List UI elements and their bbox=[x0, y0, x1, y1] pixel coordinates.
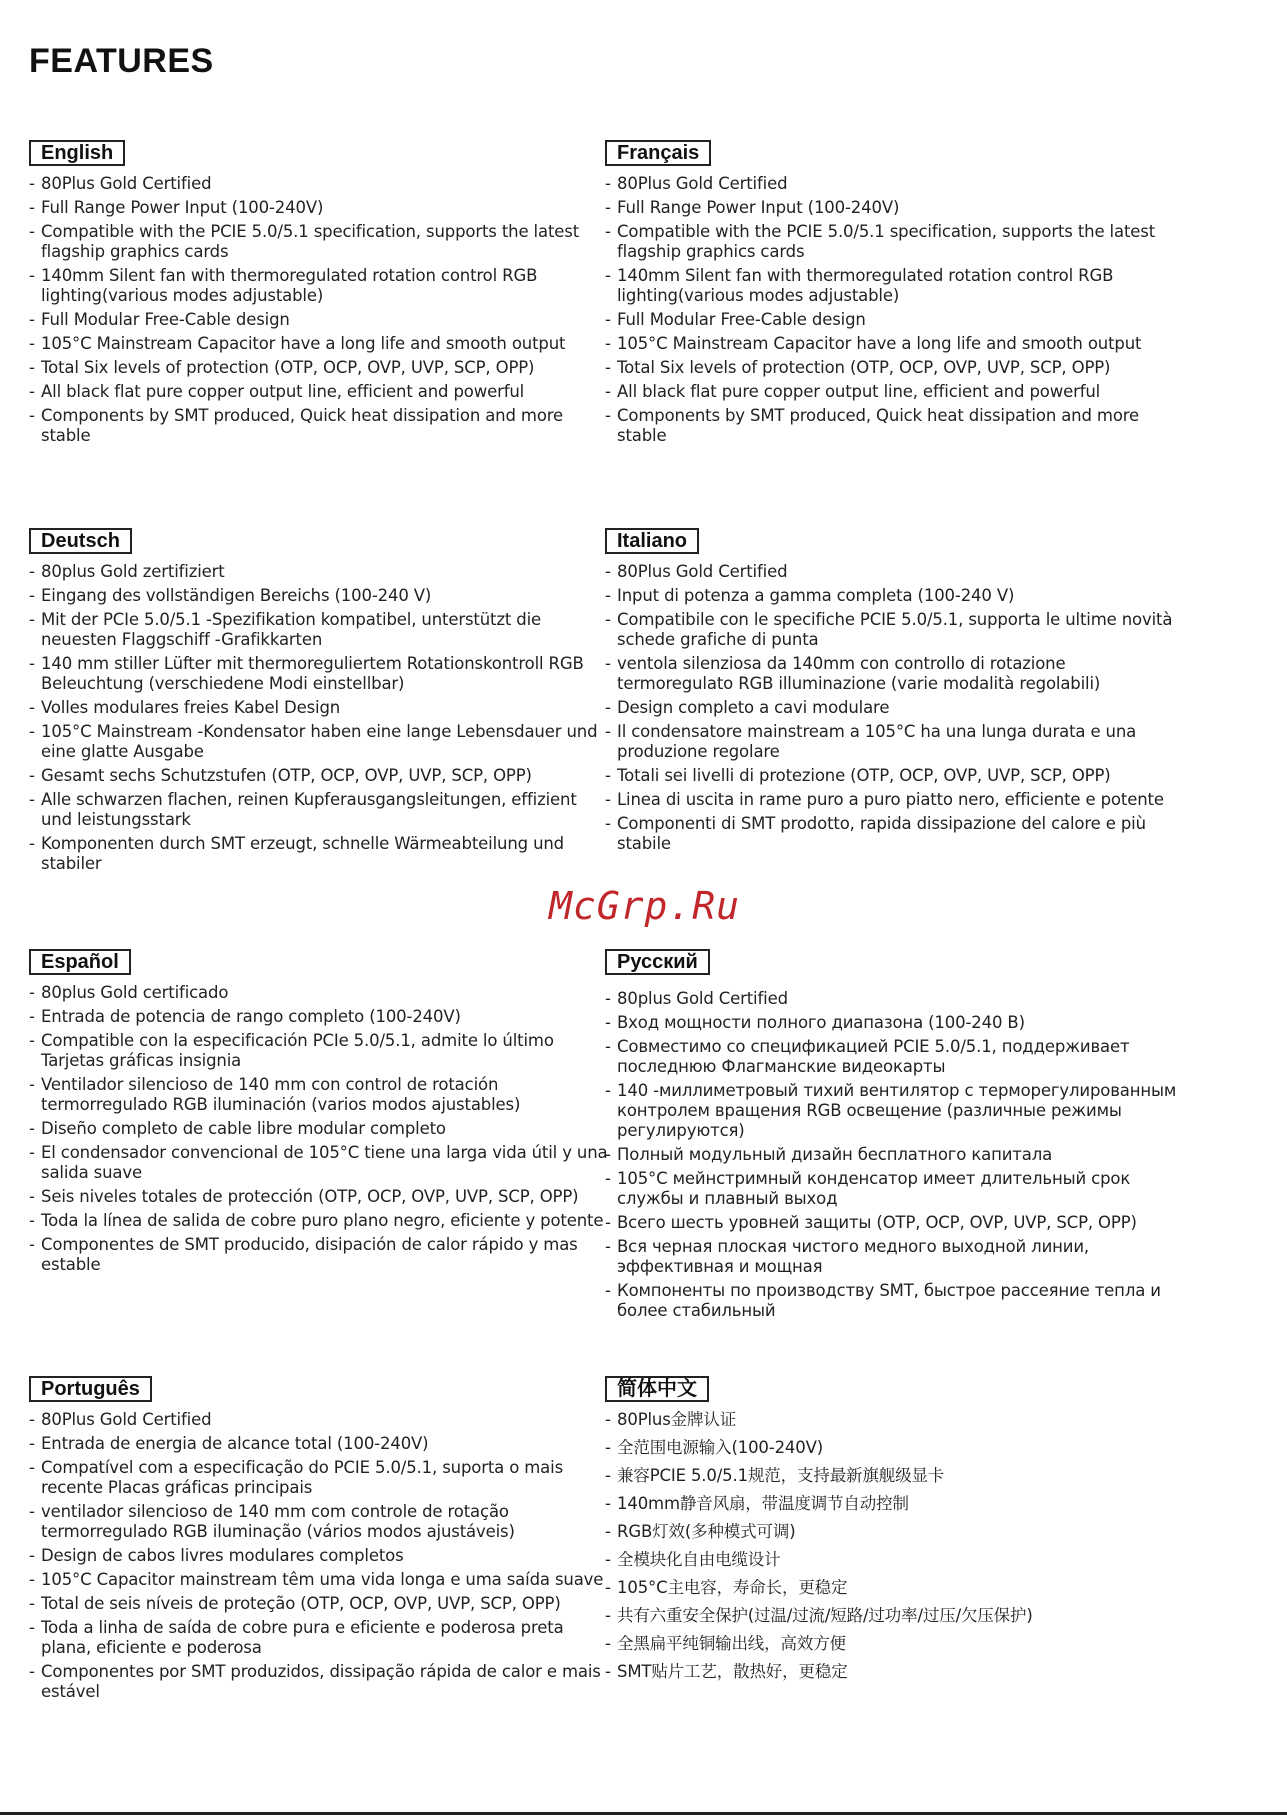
section-deutsch bbox=[29, 528, 609, 878]
section-chinese bbox=[605, 1376, 1185, 1690]
feature-item: - Alle schwarzen flachen, reinen Kupferausgangsleitungen, effizient und leistungsstark bbox=[29, 790, 609, 830]
feature-item: - Komponenten durch SMT erzeugt, schnelle Wärmeabteilung und stabiler bbox=[29, 834, 609, 874]
feature-item: - El condensador convencional de 105°C tiene una larga vida útil y una salida suave bbox=[29, 1143, 609, 1183]
feature-item: - Совместимо со спецификацией PCIE 5.0/5.1, поддерживает последнюю Флагманские видеокарты bbox=[605, 1037, 1185, 1077]
feature-item: - Total Six levels of protection (OTP, OCP, OVP, UVP, SCP, OPP) bbox=[29, 358, 609, 378]
feature-item: - Componentes de SMT producido, disipación de calor rápido y mas estable bbox=[29, 1235, 609, 1275]
language-label: Deutsch bbox=[29, 528, 132, 554]
feature-item: - Entrada de energia de alcance total (100-240V) bbox=[29, 1434, 609, 1454]
feature-item: - Components by SMT produced, Quick heat dissipation and more stable bbox=[605, 406, 1185, 446]
language-label: Русский bbox=[605, 949, 710, 975]
feature-item: - Ventilador silencioso de 140 mm con control de rotación termorregulado RGB iluminación (varios modos ajustables) bbox=[29, 1075, 609, 1115]
feature-item: - Compatible with the PCIE 5.0/5.1 specification, supports the latest flagship graphics cards bbox=[29, 222, 609, 262]
section-francais bbox=[605, 140, 1185, 450]
feature-item: - Diseño completo de cable libre modular completo bbox=[29, 1119, 609, 1139]
feature-item: - 105°C Mainstream Capacitor have a long life and smooth output bbox=[29, 334, 609, 354]
language-label: Français bbox=[605, 140, 711, 166]
feature-item: - Total Six levels of protection (OTP, OCP, OVP, UVP, SCP, OPP) bbox=[605, 358, 1185, 378]
page-title: FEATURES bbox=[29, 42, 214, 80]
feature-item: - Seis niveles totales de protección (OTP, OCP, OVP, UVP, SCP, OPP) bbox=[29, 1187, 609, 1207]
feature-item: - Всего шесть уровней защиты (OTP, OCP, OVP, UVP, SCP, OPP) bbox=[605, 1213, 1185, 1233]
feature-item: - Вся черная плоская чистого медного выходной линии, эффективная и мощная bbox=[605, 1237, 1185, 1277]
feature-item: - Compatible with the PCIE 5.0/5.1 specification, supports the latest flagship graphics cards bbox=[605, 222, 1185, 262]
feature-list bbox=[605, 989, 1185, 1321]
language-label: Italiano bbox=[605, 528, 699, 554]
feature-item: - Entrada de potencia de rango completo (100-240V) bbox=[29, 1007, 609, 1027]
feature-item: - Input di potenza a gamma completa (100-240 V) bbox=[605, 586, 1185, 606]
feature-list bbox=[29, 983, 609, 1275]
feature-item: - 80Plus Gold Certified bbox=[605, 562, 1185, 582]
watermark: McGrp.Ru bbox=[549, 884, 741, 928]
feature-list bbox=[29, 174, 609, 446]
feature-item: - Componentes por SMT produzidos, dissipação rápida de calor e mais estável bbox=[29, 1662, 609, 1702]
feature-item: - 全范围电源输入(100-240V) bbox=[605, 1438, 1185, 1458]
section-portugues bbox=[29, 1376, 609, 1706]
feature-item: - 105°C мейнстримный конденсатор имеет длительный срок службы и плавный выход bbox=[605, 1169, 1185, 1209]
feature-item: - Toda la línea de salida de cobre puro plano negro, eficiente y potente bbox=[29, 1211, 609, 1231]
feature-item: - 105°C Capacitor mainstream têm uma vida longa e uma saída suave bbox=[29, 1570, 609, 1590]
feature-item: - 80Plus Gold Certified bbox=[29, 174, 609, 194]
feature-item: - 全模块化自由电缆设计 bbox=[605, 1550, 1185, 1570]
feature-item: - Totali sei livelli di protezione (OTP, OCP, OVP, UVP, SCP, OPP) bbox=[605, 766, 1185, 786]
feature-item: - 80Plus Gold Certified bbox=[605, 174, 1185, 194]
feature-item: - Full Range Power Input (100-240V) bbox=[29, 198, 609, 218]
feature-item: - 105°C Mainstream Capacitor have a long life and smooth output bbox=[605, 334, 1185, 354]
feature-item: - Full Modular Free-Cable design bbox=[29, 310, 609, 330]
feature-item: - Compatibile con le specifiche PCIE 5.0/5.1, supporta le ultime novità schede grafiche di punta bbox=[605, 610, 1185, 650]
language-label: Español bbox=[29, 949, 131, 975]
feature-list bbox=[605, 174, 1185, 446]
feature-item: - Il condensatore mainstream a 105°C ha una lunga durata e una produzione regolare bbox=[605, 722, 1185, 762]
feature-item: - Linea di uscita in rame puro a puro piatto nero, efficiente e potente bbox=[605, 790, 1185, 810]
feature-item: - Gesamt sechs Schutzstufen (OTP, OCP, OVP, UVP, SCP, OPP) bbox=[29, 766, 609, 786]
feature-item: - 140 -миллиметровый тихий вентилятор с терморегулированным контролем вращения RGB освещение (различные режимы регулируются) bbox=[605, 1081, 1185, 1141]
feature-item: - Design de cabos livres modulares completos bbox=[29, 1546, 609, 1566]
feature-item: - All black flat pure copper output line, efficient and powerful bbox=[605, 382, 1185, 402]
feature-item: - Вход мощности полного диапазона (100-240 В) bbox=[605, 1013, 1185, 1033]
feature-list bbox=[605, 1410, 1185, 1682]
feature-item: - All black flat pure copper output line, efficient and powerful bbox=[29, 382, 609, 402]
feature-item: - 80plus Gold certificado bbox=[29, 983, 609, 1003]
feature-item: - 共有六重安全保护(过温/过流/短路/过功率/过压/欠压保护) bbox=[605, 1606, 1185, 1626]
feature-item: - Total de seis níveis de proteção (OTP, OCP, OVP, UVP, SCP, OPP) bbox=[29, 1594, 609, 1614]
language-label: Português bbox=[29, 1376, 152, 1402]
feature-item: - Full Modular Free-Cable design bbox=[605, 310, 1185, 330]
feature-item: - ventola silenziosa da 140mm con controllo di rotazione termoregulato RGB illuminazione (varie modalità regolabili) bbox=[605, 654, 1185, 694]
feature-item: - Полный модульный дизайн бесплатного капитала bbox=[605, 1145, 1185, 1165]
feature-list bbox=[29, 1410, 609, 1702]
feature-item: - 兼容PCIE 5.0/5.1规范，支持最新旗舰级显卡 bbox=[605, 1466, 1185, 1486]
feature-item: - RGB灯效(多种模式可调) bbox=[605, 1522, 1185, 1542]
feature-list bbox=[29, 562, 609, 874]
feature-item: - 140mm Silent fan with thermoregulated rotation control RGB lighting(various modes adjustable) bbox=[29, 266, 609, 306]
feature-item: - 105°C主电容，寿命长，更稳定 bbox=[605, 1578, 1185, 1598]
feature-item: - ventilador silencioso de 140 mm com controle de rotação termorregulado RGB iluminação (vários modos ajustáveis) bbox=[29, 1502, 609, 1542]
feature-item: - 80Plus金牌认证 bbox=[605, 1410, 1185, 1430]
feature-item: - Toda a linha de saída de cobre pura e eficiente e poderosa preta plana, eficiente e poderosa bbox=[29, 1618, 609, 1658]
feature-item: - Componenti di SMT prodotto, rapida dissipazione del calore e più stabile bbox=[605, 814, 1185, 854]
feature-item: - Full Range Power Input (100-240V) bbox=[605, 198, 1185, 218]
feature-item: - 80Plus Gold Certified bbox=[29, 1410, 609, 1430]
feature-item: - SMT贴片工艺，散热好，更稳定 bbox=[605, 1662, 1185, 1682]
feature-item: - Compatible con la especificación PCIe 5.0/5.1, admite lo último Tarjetas gráficas insignia bbox=[29, 1031, 609, 1071]
section-english bbox=[29, 140, 609, 450]
section-italiano bbox=[605, 528, 1185, 858]
feature-item: - 80plus Gold Certified bbox=[605, 989, 1185, 1009]
feature-item: - Compatível com a especificação do PCIE 5.0/5.1, suporta o mais recente Placas gráficas principais bbox=[29, 1458, 609, 1498]
section-espanol bbox=[29, 949, 609, 1279]
feature-item: - Eingang des vollständigen Bereichs (100-240 V) bbox=[29, 586, 609, 606]
language-label: 简体中文 bbox=[605, 1376, 709, 1402]
feature-item: - 105°C Mainstream -Kondensator haben eine lange Lebensdauer und eine glatte Ausgabe bbox=[29, 722, 609, 762]
language-label: English bbox=[29, 140, 125, 166]
feature-item: - Components by SMT produced, Quick heat dissipation and more stable bbox=[29, 406, 609, 446]
feature-item: - 80plus Gold zertifiziert bbox=[29, 562, 609, 582]
feature-item: - Mit der PCIe 5.0/5.1 -Spezifikation kompatibel, unterstützt die neuesten Flaggschiff -Grafikkarten bbox=[29, 610, 609, 650]
feature-item: - 140mm Silent fan with thermoregulated rotation control RGB lighting(various modes adjustable) bbox=[605, 266, 1185, 306]
section-russian bbox=[605, 949, 1185, 1325]
feature-list bbox=[605, 562, 1185, 854]
feature-item: - Volles modulares freies Kabel Design bbox=[29, 698, 609, 718]
feature-item: - 140mm静音风扇，带温度调节自动控制 bbox=[605, 1494, 1185, 1514]
feature-item: - Design completo a cavi modulare bbox=[605, 698, 1185, 718]
feature-item: - Компоненты по производству SMT, быстрое рассеяние тепла и более стабильный bbox=[605, 1281, 1185, 1321]
feature-item: - 全黑扁平纯铜输出线，高效方便 bbox=[605, 1634, 1185, 1654]
feature-item: - 140 mm stiller Lüfter mit thermoreguliertem Rotationskontroll RGB Beleuchtung (verschiedene Modi einstellbar) bbox=[29, 654, 609, 694]
